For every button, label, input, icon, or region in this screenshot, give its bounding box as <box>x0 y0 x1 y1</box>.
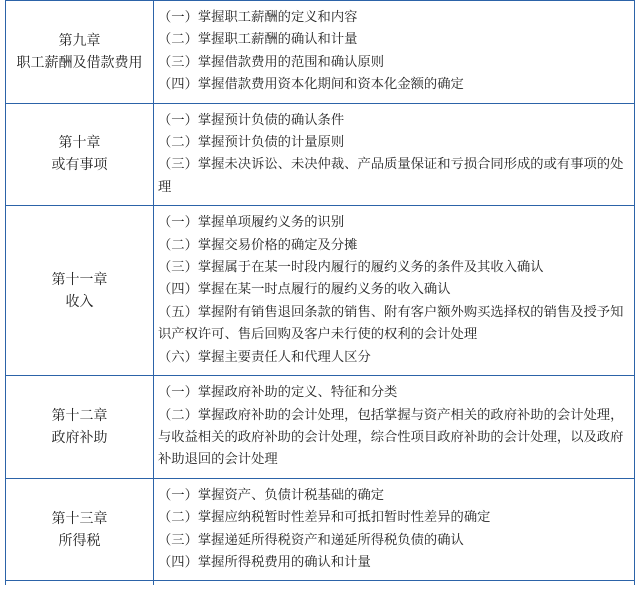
chapter-number: 第九章 <box>58 32 101 49</box>
list-item: （二）掌握预计负债的计量原则 <box>158 135 345 151</box>
list-item: （一）掌握职工薪酬的定义和内容 <box>158 10 358 25</box>
list-item: （六）掌握主要责任人和代理人区分 <box>158 349 371 365</box>
chapter-number: 第十三章 <box>51 510 108 527</box>
chapter-cell <box>6 103 154 206</box>
chapter-cell <box>6 478 154 581</box>
table-row <box>6 103 635 206</box>
chapter-cell <box>6 1 154 104</box>
list-item: （三）掌握属于在某一时段内履行的履约义务的条件及其收入确认 <box>158 260 544 276</box>
list-item: （三）掌握未决诉讼、未决仲裁、产品质量保证和亏损合同形成的或有事项的处理 <box>158 157 624 195</box>
list-item: （三）掌握递延所得税资产和递延所得税负债的确认 <box>158 532 464 548</box>
requirements-cell <box>154 478 635 581</box>
table-row <box>6 478 635 581</box>
requirements-cell <box>154 376 635 479</box>
chapter-title: 政府补助 <box>51 429 108 446</box>
table-row <box>6 376 635 479</box>
chapter-number: 第十一章 <box>51 271 108 288</box>
list-item: （一）掌握预计负债的确认条件 <box>158 112 345 128</box>
requirements-cell <box>154 103 635 206</box>
list-item: （四）掌握所得税费用的确认和计量 <box>158 554 371 570</box>
list-item: （四）掌握在某一时点履行的履约义务的收入确认 <box>158 282 451 298</box>
requirements-cell <box>154 206 635 376</box>
list-item: （一）掌握单项履约义务的识别 <box>158 215 345 231</box>
cutoff-cell <box>154 581 635 585</box>
chapter-title: 收入 <box>65 293 94 310</box>
chapter-title: 所得税 <box>58 532 101 549</box>
table-row-cutoff <box>6 581 635 585</box>
list-item: （二）掌握交易价格的确定及分摊 <box>158 237 358 253</box>
chapter-cell <box>6 206 154 376</box>
list-item: （二）掌握职工薪酬的确认和计量 <box>158 32 358 48</box>
cutoff-cell <box>6 581 154 585</box>
list-item: （一）掌握政府补助的定义、特征和分类 <box>158 385 398 401</box>
chapter-number: 第十二章 <box>51 407 108 424</box>
syllabus-table <box>5 0 635 585</box>
list-item: （四）掌握借款费用资本化期间和资本化金额的确定 <box>158 77 464 93</box>
chapter-title: 或有事项 <box>51 157 108 174</box>
table-row <box>6 1 635 104</box>
list-item: （一）掌握资产、负债计税基础的确定 <box>158 487 385 503</box>
chapter-cell <box>6 376 154 479</box>
table-row <box>6 206 635 376</box>
chapter-title: 职工薪酬及借款费用 <box>16 54 143 71</box>
list-item: （三）掌握借款费用的范围和确认原则 <box>158 54 385 70</box>
chapter-number: 第十章 <box>58 135 101 152</box>
requirements-cell <box>154 1 635 104</box>
list-item: （五）掌握附有销售退回条款的销售、附有客户额外购买选择权的销售及授予知识产权许可、售后回购及客户未行使的权利的会计处理 <box>158 304 624 343</box>
list-item: （二）掌握应纳税暂时性差异和可抵扣暂时性差异的确定 <box>158 510 491 526</box>
list-item: （二）掌握政府补助的会计处理，包括掌握与资产相关的政府补助的会计处理，与收益相关的政府补助的会计处理，综合性项目政府补助的会计处理，以及政府补助退回的会计处理 <box>158 407 624 468</box>
